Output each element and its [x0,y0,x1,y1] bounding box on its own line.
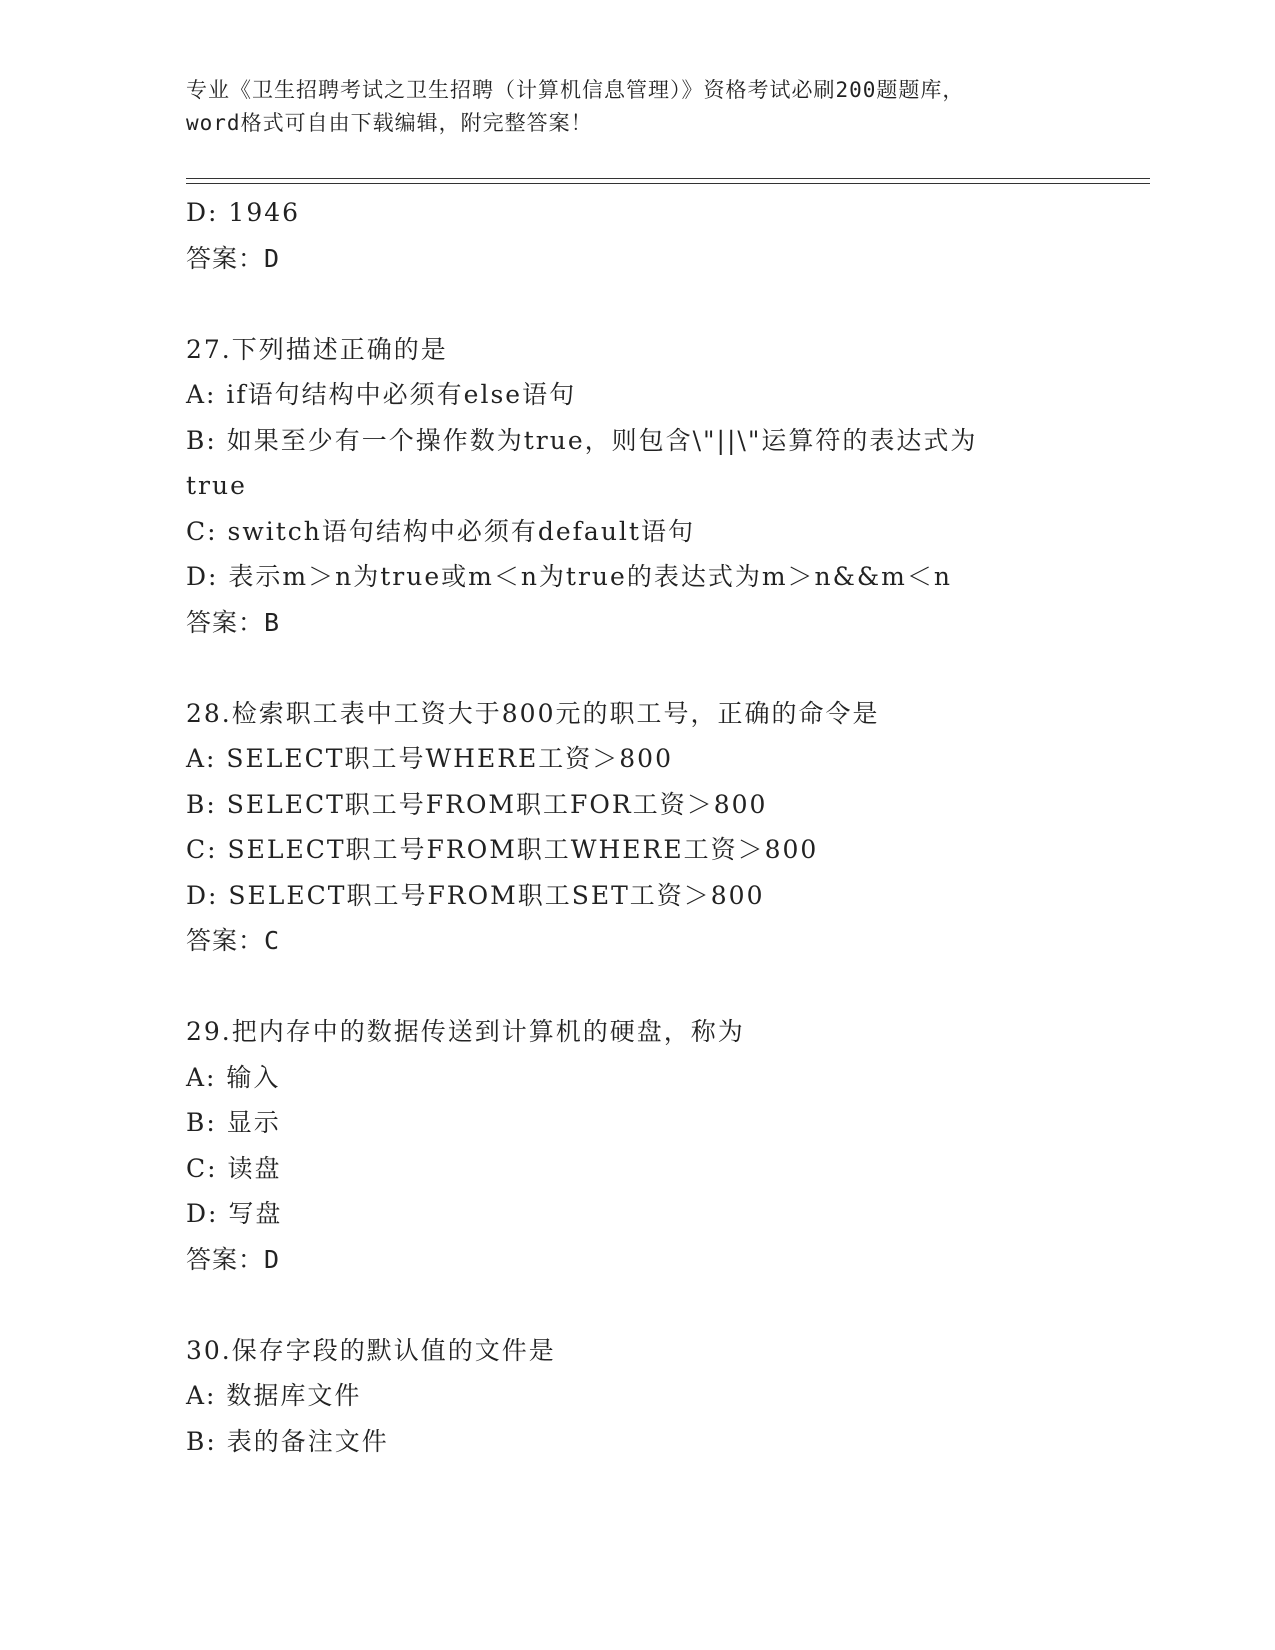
header-divider-bottom [186,183,1150,184]
option-b: B: 显示 [186,1108,281,1137]
question-stem: 29.把内存中的数据传送到计算机的硬盘，称为 [186,1017,745,1046]
prev-question-option-d: D: 1946 [186,198,301,227]
header-title-line-2: word格式可自由下载编辑，附完整答案！ [186,111,593,135]
option-d: D: 表示m＞n为true或m＜n为true的表达式为m＞n&&m＜n [186,562,952,591]
document-header [186,74,1106,140]
question-27 [186,327,1126,646]
option-d: D: SELECT职工号FROM职工SET工资＞800 [186,880,765,910]
option-a: A: SELECT职工号WHERE工资＞800 [186,744,673,773]
option-c: C: 读盘 [186,1153,282,1183]
option-b-continued: true [186,471,247,500]
question-list [186,190,1126,1464]
option-b: B: SELECT职工号FROM职工FOR工资＞800 [186,789,768,819]
question-stem: 27.下列描述正确的是 [186,334,448,364]
option-a: A: 输入 [186,1062,281,1092]
option-b: B: 表的备注文件 [186,1426,389,1456]
question-stem: 28.检索职工表中工资大于800元的职工号，正确的命令是 [186,698,880,728]
question-29 [186,1009,1126,1282]
question-stem: 30.保存字段的默认值的文件是 [186,1335,556,1365]
option-d: D: 写盘 [186,1199,283,1228]
option-b: B: 如果至少有一个操作数为true，则包含\"||\"运算符的表达式为 [186,425,978,455]
option-a: A: 数据库文件 [186,1381,362,1410]
question-spacer [186,1282,1126,1328]
answer-label: 答案：B [186,607,281,637]
header-title-line-1: 专业《卫生招聘考试之卫生招聘（计算机信息管理）》资格考试必刷200题题库， [186,78,965,102]
question-30 [186,1328,1126,1465]
header-divider-top [186,178,1150,179]
question-spacer [186,645,1126,691]
answer-label: 答案：C [186,926,281,955]
option-c: C: switch语句结构中必须有default语句 [186,516,695,546]
question-28 [186,691,1126,964]
question-spacer [186,964,1126,1010]
prev-question-answer: 答案：D [186,243,281,273]
question-spacer [186,281,1126,327]
answer-label: 答案：D [186,1244,281,1274]
option-c: C: SELECT职工号FROM职工WHERE工资＞800 [186,835,819,864]
option-a: A: if语句结构中必须有else语句 [186,380,577,409]
